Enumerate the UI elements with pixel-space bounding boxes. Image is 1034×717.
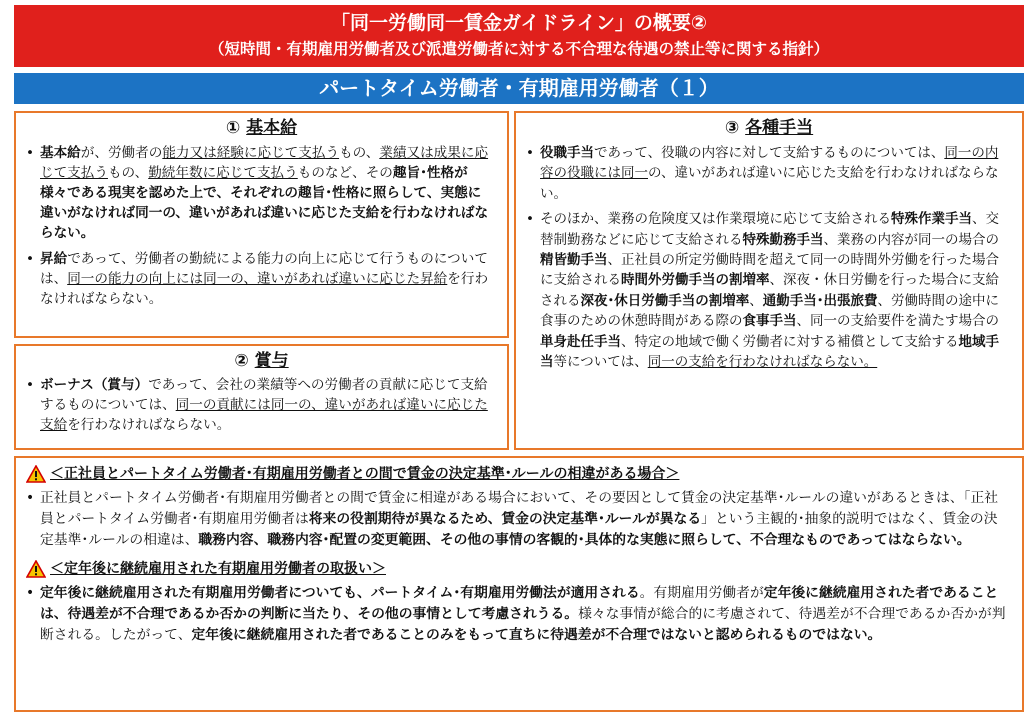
base-pay-box — [14, 111, 509, 338]
allowances-box — [514, 111, 1024, 450]
page-header — [14, 5, 1024, 67]
bonus-number: ② — [234, 351, 249, 371]
page-subtitle: （短時間・有期雇用労働者及び派遣労働者に対する不合理な待遇の禁止等に関する指針） — [208, 40, 829, 58]
base-pay-item-2: • 昇給であって、労働者の勤続による能力の向上に応じて行うものについては、同一の能力の向上には同一の、違いがあれば違いに応じた昇給を行わなければならない。 — [24, 249, 493, 309]
allowances-item-2: • そのほか、業務の危険度又は作業環境に応じて支給される特殊作業手当、交替制勤務などに応じて支給される特殊勤務手当、業務の内容が同一の場合の精皆勤手当、正社員の所定労働時間を超えて同一の時間外労働を行った場合に支給される時間外労働手当の割増率、深夜・休日労働を行った場合に支給される深夜･休日労働手当の割増率、通勤手当･出張旅費、労働時間の途中に食事のための休憩時間がある際の食事手当、同一の支給要件を満たす場合の単身赴任手当、特定の地域で働く労働者に対する補償として支給する地域手当等については、同一の支給を行わなければならない。 — [524, 209, 1008, 372]
section-title: パートタイム労働者・有期雇用労働者（１） — [14, 73, 1024, 104]
allowances-item-1: • 役職手当であって、役職の内容に対して支給するものについては、同一の内容の役職には同一の、違いがあれば違いに応じた支給を行わなければならない。 — [524, 143, 1008, 204]
retirement-heading — [16, 553, 1022, 579]
bonus-box — [14, 344, 509, 450]
diff-rules-heading — [16, 458, 1022, 484]
bonus-item-1: • ボーナス（賞与）であって、会社の業績等への労働者の貢献に応じて支給するものについては、同一の貢献には同一の、違いがあれば違いに応じた支給を行わなければならない。 — [24, 375, 493, 435]
allowances-number: ③ — [724, 118, 740, 138]
retirement-item-1: • 定年後に継続雇用された有期雇用労働者についても、パートタイム･有期雇用労働法が適用される。有期雇用労働者が定年後に継続雇用された者であることは、待遇差が不合理であるか否かの判断に当たり、その他の事情として考慮されうる。様々な事情が総合的に考慮されて、待遇差が不合理であるか否かが判断される。したがって、定年後に継続雇用された者であることのみをもって直ちに待遇差が不合理ではないと認められるものではない。 — [24, 583, 1008, 646]
base-pay-item-1: • 基本給が、労働者の能力又は経験に応じて支払うもの、業績又は成果に応じて支払うもの、勤続年数に応じて支払うものなど、その趣旨･性格が様々である現実を認めた上で、それぞれの趣旨･性格に照らして、実態に違いがなければ同一の、違いがあれば違いに応じた支給を行わなければならない。 — [24, 143, 493, 243]
allowances-heading: 各種手当 — [745, 118, 814, 138]
allowances-title — [516, 113, 1022, 139]
base-pay-title — [16, 113, 507, 139]
diff-rules-title: ＜正社員とパートタイム労働者･有期雇用労働者との間で賃金の決定基準･ルールの相違がある場合＞ — [50, 466, 680, 482]
notes-box — [14, 456, 1024, 712]
bonus-title — [16, 346, 507, 372]
warning-icon — [26, 465, 46, 483]
bonus-heading: 賞与 — [254, 351, 289, 371]
retirement-title: ＜定年後に継続雇用された有期雇用労働者の取扱い＞ — [50, 561, 386, 577]
base-pay-heading: 基本給 — [246, 118, 298, 138]
diff-rules-item-1: • 正社員とパートタイム労働者･有期雇用労働者との間で賃金に相違がある場合において、その要因として賃金の決定基準･ルールの違いがあるときは、「正社員とパートタイム労働者･有期雇用労働者は将来の役割期待が異なるため、賃金の決定基準･ルールが異なる」という主観的･抽象的説明ではなく、賃金の決定基準･ルールの相違は、職務内容、職務内容･配置の変更範囲、その他の事情の客観的･具体的な実態に照らして、不合理なものであってはならない。 — [24, 488, 1008, 551]
base-pay-number: ① — [225, 118, 241, 138]
warning-icon — [26, 560, 46, 578]
page-title: 「同一労働同一賃金ガイドライン」の概要② — [331, 12, 707, 34]
